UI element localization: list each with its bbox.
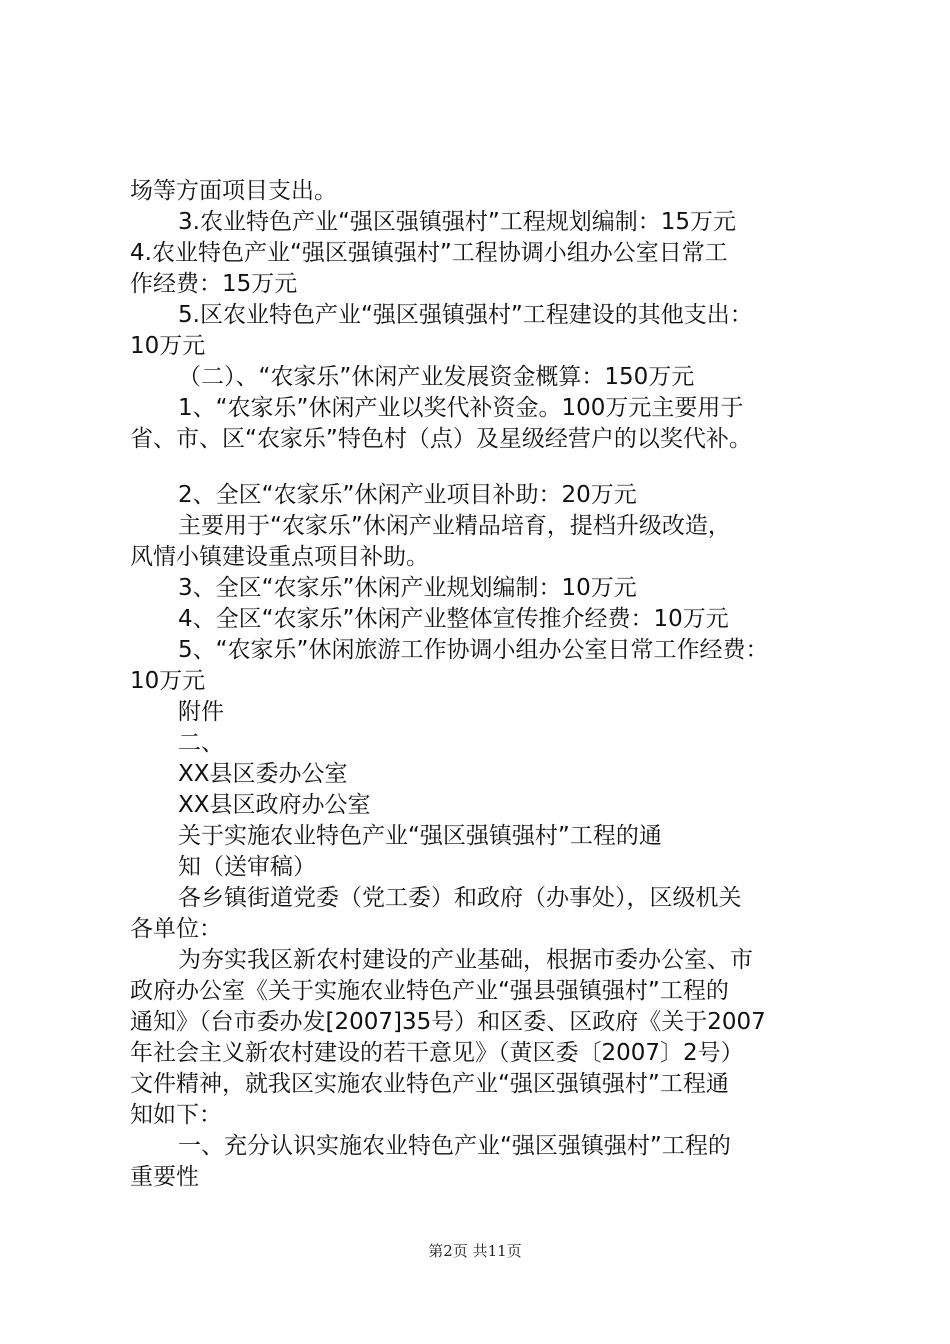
text-line: 知（送审稿） — [178, 854, 316, 880]
text-line: 4.农业特色产业“强区强镇强村”工程协调小组办公室日常工 — [130, 240, 728, 266]
text-line: 3.农业特色产业“强区强镇强村”工程规划编制：15万元 — [178, 209, 737, 235]
text-line: 风情小镇建设重点项目补助。 — [130, 544, 429, 570]
text-line: 5、“农家乐”休闲旅游工作协调小组办公室日常工作经费： — [178, 637, 769, 663]
page-footer: 第2页 共11页 — [428, 1242, 522, 1260]
text-line: 各单位： — [130, 916, 222, 942]
text-line: 10万元 — [130, 333, 206, 359]
text-line: 一、充分认识实施农业特色产业“强区强镇强村”工程的 — [178, 1133, 731, 1159]
text-line: 主要用于“农家乐”休闲产业精品培育，提档升级改造， — [178, 513, 731, 539]
text-line: XX县区委办公室 — [178, 761, 348, 787]
text-line: 2、全区“农家乐”休闲产业项目补助：20万元 — [178, 482, 637, 508]
text-line: 年社会主义新农村建设的若干意见》（黄区委〔2007〕2号） — [130, 1040, 744, 1066]
text-line: 关于实施农业特色产业“强区强镇强村”工程的通 — [178, 823, 662, 849]
text-line: 3、全区“农家乐”休闲产业规划编制：10万元 — [178, 575, 637, 601]
text-line: 通知》（台市委办发[2007]35号）和区委、区政府《关于2007 — [130, 1009, 766, 1035]
text-line: 重要性 — [130, 1164, 199, 1190]
text-line: 1、“农家乐”休闲产业以奖代补资金。100万元主要用于 — [178, 395, 744, 421]
text-line: 文件精神，就我区实施农业特色产业“强区强镇强村”工程通 — [130, 1071, 729, 1097]
text-line: 省、市、区“农家乐”特色村（点）及星级经营户的以奖代补。 — [130, 426, 752, 452]
text-line: 附件 — [178, 699, 224, 725]
text-line: 4、全区“农家乐”休闲产业整体宣传推介经费：10万元 — [178, 606, 729, 632]
text-line: 各乡镇街道党委（党工委）和政府（办事处），区级机关 — [178, 885, 742, 911]
text-line: 作经费：15万元 — [130, 271, 298, 297]
text-line: 5.区农业特色产业“强区强镇强村”工程建设的其他支出： — [178, 302, 753, 328]
text-line: 政府办公室《关于实施农业特色产业“强县强镇强村”工程的 — [130, 978, 729, 1004]
text-line: （二）、“农家乐”休闲产业发展资金概算：150万元 — [178, 364, 695, 390]
text-line: XX县区政府办公室 — [178, 792, 371, 818]
text-line: 10万元 — [130, 668, 206, 694]
text-line: 场等方面项目支出。 — [130, 178, 337, 204]
text-line: 二、 — [178, 730, 224, 756]
text-line: 为夯实我区新农村建设的产业基础，根据市委办公室、市 — [178, 947, 753, 973]
text-line: 知如下： — [130, 1102, 222, 1128]
